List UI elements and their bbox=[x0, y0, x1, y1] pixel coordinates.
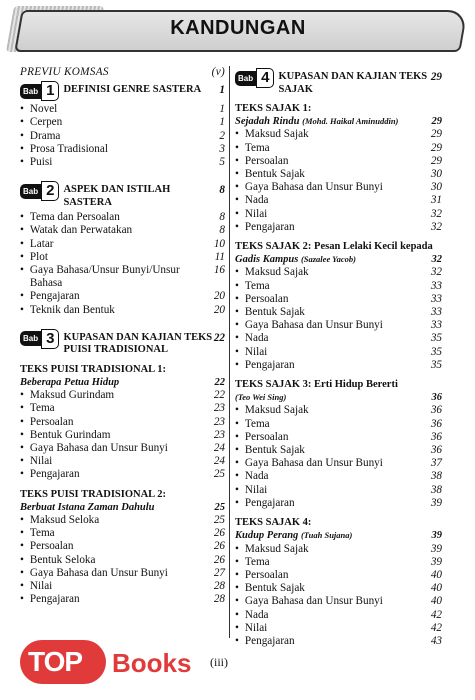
toc-item bbox=[20, 116, 225, 129]
toc-item-page: 37 bbox=[430, 457, 442, 470]
toc-item-page: 32 bbox=[430, 220, 442, 233]
toc-item bbox=[235, 208, 442, 221]
toc-item-page: 23 bbox=[213, 415, 225, 428]
section-subtitle bbox=[235, 391, 442, 404]
toc-item-page: 2 bbox=[219, 129, 225, 142]
topbooks-logo bbox=[20, 640, 200, 684]
toc-item bbox=[20, 238, 225, 251]
toc-item bbox=[20, 251, 225, 264]
toc-item-page: 3 bbox=[219, 142, 225, 155]
chapter-page: 29 bbox=[430, 71, 442, 83]
toc-item-label: • Tema bbox=[29, 527, 55, 540]
toc-item bbox=[235, 622, 442, 635]
toc-item-page: 23 bbox=[213, 402, 225, 415]
toc-item-label: • Latar bbox=[29, 237, 54, 250]
chapter-heading bbox=[20, 329, 225, 357]
left-column bbox=[20, 66, 225, 607]
toc-item-label: • Nilai bbox=[29, 580, 53, 593]
toc-item-page: 33 bbox=[430, 292, 442, 305]
toc-item bbox=[20, 416, 225, 429]
toc-item-label: • Nada bbox=[244, 608, 269, 621]
toc-item bbox=[20, 580, 225, 593]
toc-item-page: 16 bbox=[213, 264, 225, 277]
toc-item-page: 26 bbox=[213, 540, 225, 553]
toc-item bbox=[20, 264, 225, 290]
chapter-badge bbox=[20, 81, 59, 101]
toc-item-page: 26 bbox=[213, 527, 225, 540]
toc-item-label: • Pengajaran bbox=[244, 634, 295, 647]
toc-item bbox=[235, 484, 442, 497]
toc-item bbox=[20, 103, 225, 116]
chapter-title: ASPEK DAN ISTILAH SASTERA bbox=[63, 184, 171, 208]
toc-item-label: • Persoalan bbox=[29, 540, 74, 553]
toc-item-label: • Nilai bbox=[244, 483, 268, 496]
section-heading: TEKS SAJAK 1: bbox=[235, 103, 312, 114]
toc-item-label: • Pengajaran bbox=[29, 468, 80, 481]
toc-item bbox=[235, 595, 442, 608]
toc-item-page: 38 bbox=[430, 470, 442, 483]
subtitle-name: Beberapa Petua Hidup bbox=[20, 377, 120, 389]
subtitle-author: (Sazalee Yacob) bbox=[300, 254, 356, 265]
toc-item-page: 33 bbox=[430, 306, 442, 319]
section-heading: TEKS SAJAK 3: Erti Hidup Bererti bbox=[235, 379, 398, 391]
toc-item bbox=[20, 468, 225, 481]
toc-item-label: • Puisi bbox=[29, 156, 53, 169]
toc-item-label: • Bentuk Sajak bbox=[244, 168, 305, 181]
toc-item-label: • Nada bbox=[244, 332, 269, 345]
toc-item-page: 42 bbox=[430, 608, 442, 621]
toc-item-label: • Persoalan bbox=[29, 415, 74, 428]
toc-item bbox=[235, 142, 442, 155]
toc-item bbox=[235, 319, 442, 332]
toc-item-label: • Persoalan bbox=[244, 568, 289, 581]
toc-item-label: • Cerpen bbox=[29, 116, 63, 129]
toc-item-page: 22 bbox=[213, 389, 225, 402]
toc-item-label: • Maksud Seloka bbox=[29, 514, 100, 527]
toc-item bbox=[20, 442, 225, 455]
left-toc-list bbox=[20, 81, 225, 606]
toc-item bbox=[235, 293, 442, 306]
toc-item bbox=[235, 346, 442, 359]
section-heading: TEKS SAJAK 4: bbox=[235, 517, 312, 529]
toc-item-label: • Maksud Sajak bbox=[244, 404, 309, 417]
toc-item bbox=[235, 128, 442, 141]
toc-item-label: • Plot bbox=[29, 250, 48, 263]
toc-item bbox=[235, 221, 442, 234]
section-heading: TEKS PUISI TRADISIONAL 1: bbox=[20, 363, 166, 375]
toc-item-page: 36 bbox=[430, 417, 442, 430]
toc-item bbox=[20, 211, 225, 224]
subtitle-page: 25 bbox=[214, 501, 225, 513]
toc-item-label: • Nilai bbox=[244, 345, 268, 358]
chapter-heading bbox=[20, 181, 225, 209]
toc-item-label: • Tema dan Persoalan bbox=[29, 211, 120, 224]
preview-row bbox=[20, 66, 225, 79]
subtitle-page: 29 bbox=[431, 116, 442, 128]
toc-item bbox=[235, 569, 442, 582]
toc-item-label: • Gaya Bahasa dan Unsur Bunyi bbox=[244, 595, 383, 608]
toc-item bbox=[20, 554, 225, 567]
toc-item-page: 24 bbox=[213, 442, 225, 455]
subtitle-author: (Tuah Sujana) bbox=[300, 530, 353, 541]
toc-item bbox=[235, 306, 442, 319]
subtitle-page: 36 bbox=[431, 392, 442, 404]
toc-item-page: 40 bbox=[430, 595, 442, 608]
toc-item-label: • Pengajaran bbox=[244, 496, 295, 509]
chapter-number: 4 bbox=[256, 68, 274, 88]
toc-item-label: • Bentuk Gurindam bbox=[29, 428, 111, 441]
toc-item-label: • Persoalan bbox=[244, 292, 289, 305]
toc-item bbox=[235, 457, 442, 470]
toc-item bbox=[20, 389, 225, 402]
toc-item-page: 28 bbox=[213, 580, 225, 593]
toc-item bbox=[20, 540, 225, 553]
toc-item-label: • Nilai bbox=[29, 455, 53, 468]
toc-item-label: • Pengajaran bbox=[29, 593, 80, 606]
toc-item-label: • Novel bbox=[29, 103, 58, 116]
toc-item bbox=[20, 304, 225, 317]
toc-item-label: • Bentuk Sajak bbox=[244, 582, 305, 595]
chapter-badge bbox=[20, 181, 59, 201]
toc-item-page: 36 bbox=[430, 404, 442, 417]
section-subtitle-text bbox=[235, 391, 286, 404]
toc-item-label: • Gaya Bahasa dan Unsur Bunyi bbox=[29, 566, 168, 579]
toc-item bbox=[20, 567, 225, 580]
toc-item bbox=[20, 143, 225, 156]
toc-item bbox=[235, 168, 442, 181]
chapter-number: 3 bbox=[41, 329, 59, 349]
toc-item bbox=[235, 543, 442, 556]
section-subtitle bbox=[20, 376, 225, 389]
column-divider bbox=[229, 66, 230, 638]
toc-item-page: 11 bbox=[214, 250, 225, 263]
toc-item-page: 30 bbox=[430, 181, 442, 194]
contents-header bbox=[8, 6, 468, 56]
toc-item-label: • Bentuk Seloka bbox=[29, 553, 96, 566]
toc-item bbox=[20, 224, 225, 237]
section-heading: TEKS PUISI TRADISIONAL 2: bbox=[20, 488, 166, 500]
toc-item bbox=[235, 556, 442, 569]
chapter-badge bbox=[20, 329, 59, 349]
toc-item-label: • Pengajaran bbox=[244, 220, 295, 233]
page-number: (iii) bbox=[210, 655, 228, 669]
subtitle-page: 22 bbox=[214, 377, 225, 389]
chapter-title: KUPASAN DAN KAJIAN TEKS PUISI TRADISIONAL bbox=[63, 331, 213, 356]
toc-item-page: 38 bbox=[430, 483, 442, 496]
section-subtitle bbox=[235, 253, 442, 266]
toc-item-page: 26 bbox=[213, 553, 225, 566]
toc-item-page: 5 bbox=[219, 156, 225, 169]
toc-item-page: 36 bbox=[430, 444, 442, 457]
section-subtitle bbox=[235, 529, 442, 542]
toc-item-page: 20 bbox=[213, 290, 225, 303]
toc-item-page: 39 bbox=[430, 542, 442, 555]
toc-item bbox=[235, 418, 442, 431]
toc-item-label: • Nilai bbox=[244, 207, 268, 220]
toc-item-label: • Drama bbox=[29, 129, 61, 142]
toc-item-label: • Nilai bbox=[244, 621, 268, 634]
section-subtitle-text bbox=[235, 529, 352, 542]
chapter-title: KUPASAN DAN KAJIAN TEKS SAJAK bbox=[278, 71, 428, 95]
toc-item-label: • Persoalan bbox=[244, 154, 289, 167]
toc-item-page: 23 bbox=[213, 428, 225, 441]
toc-item-page: 1 bbox=[219, 116, 225, 129]
section-subtitle-text bbox=[235, 253, 356, 266]
toc-item-page: 32 bbox=[430, 207, 442, 220]
toc-item-page: 29 bbox=[430, 128, 442, 141]
toc-item bbox=[20, 290, 225, 303]
toc-item-label: • Bentuk Sajak bbox=[244, 306, 305, 319]
toc-item-page: 28 bbox=[213, 593, 225, 606]
toc-item-page: 39 bbox=[430, 555, 442, 568]
right-column bbox=[235, 66, 442, 648]
toc-item-page: 33 bbox=[430, 319, 442, 332]
toc-item-page: 10 bbox=[213, 237, 225, 250]
toc-item-label: • Pengajaran bbox=[29, 290, 80, 303]
toc-item-page: 40 bbox=[430, 568, 442, 581]
toc-item bbox=[20, 130, 225, 143]
toc-item-page: 30 bbox=[430, 168, 442, 181]
subtitle-name: Sejadah Rindu bbox=[235, 116, 300, 128]
section-subtitle bbox=[235, 115, 442, 128]
toc-item bbox=[235, 609, 442, 622]
toc-item-page: 1 bbox=[219, 103, 225, 116]
toc-item bbox=[235, 444, 442, 457]
toc-item-label: • Maksud Gurindam bbox=[29, 389, 115, 402]
chapter-badge bbox=[235, 68, 274, 88]
chapter-bab-label: Bab bbox=[235, 71, 256, 86]
toc-item-label: • Watak dan Perwatakan bbox=[29, 224, 133, 237]
logo-books-text: Books bbox=[112, 648, 192, 678]
toc-item-label: • Prosa Tradisional bbox=[29, 142, 108, 155]
toc-item-label: • Tema bbox=[244, 279, 270, 292]
toc-item-page: 36 bbox=[430, 430, 442, 443]
section-subtitle-text bbox=[20, 376, 119, 389]
toc-item-page: 43 bbox=[430, 634, 442, 647]
toc-item bbox=[20, 402, 225, 415]
toc-item-label: • Maksud Sajak bbox=[244, 266, 309, 279]
toc-item bbox=[235, 635, 442, 648]
chapter-number: 2 bbox=[41, 181, 59, 201]
toc-item-label: • Nada bbox=[244, 194, 269, 207]
chapter-bab-label: Bab bbox=[20, 331, 41, 346]
toc-item-page: 42 bbox=[430, 621, 442, 634]
toc-item bbox=[235, 181, 442, 194]
toc-item-page: 32 bbox=[430, 266, 442, 279]
subtitle-name: Kudup Perang bbox=[235, 530, 299, 542]
preview-page: (v) bbox=[211, 66, 225, 78]
toc-item bbox=[235, 404, 442, 417]
subtitle-author: (Teo Wei Sing) bbox=[235, 392, 287, 403]
toc-item bbox=[235, 332, 442, 345]
toc-item bbox=[235, 582, 442, 595]
subtitle-name: Berbuat Istana Zaman Dahulu bbox=[20, 501, 155, 513]
toc-item-label: • Maksud Sajak bbox=[244, 542, 309, 555]
toc-item bbox=[235, 266, 442, 279]
toc-item-label: • Pengajaran bbox=[244, 358, 295, 371]
right-toc-list bbox=[235, 68, 442, 648]
toc-item bbox=[20, 429, 225, 442]
section-subtitle-text bbox=[20, 501, 155, 514]
toc-item bbox=[20, 455, 225, 468]
subtitle-author: (Mohd. Haikal Aminuddin) bbox=[302, 116, 399, 127]
chapter-heading bbox=[20, 81, 225, 101]
toc-item bbox=[20, 156, 225, 169]
toc-item-page: 33 bbox=[430, 279, 442, 292]
chapter-page: 8 bbox=[219, 184, 225, 197]
toc-item-label: • Gaya Bahasa dan Unsur Bunyi bbox=[244, 319, 383, 332]
toc-item-label: • Tema bbox=[244, 141, 270, 154]
toc-item-label: • Maksud Sajak bbox=[244, 128, 309, 141]
preview-label: PREVIU KOMSAS bbox=[20, 66, 109, 78]
chapter-heading bbox=[235, 68, 442, 96]
toc-item-label: • Tema bbox=[244, 417, 270, 430]
toc-item bbox=[235, 155, 442, 168]
toc-item-label: • Gaya Bahasa dan Unsur Bunyi bbox=[244, 181, 383, 194]
toc-item bbox=[20, 527, 225, 540]
toc-item bbox=[235, 359, 442, 372]
chapter-bab-label: Bab bbox=[20, 184, 41, 199]
toc-item-label: • Tema bbox=[244, 555, 270, 568]
toc-item-page: 35 bbox=[430, 358, 442, 371]
toc-item-label: • Gaya Bahasa/Unsur Bunyi/Unsur Bahasa bbox=[29, 264, 180, 290]
toc-item-page: 25 bbox=[213, 468, 225, 481]
toc-item-label: • Teknik dan Bentuk bbox=[29, 303, 115, 316]
toc-item-page: 8 bbox=[219, 224, 225, 237]
toc-item-label: • Persoalan bbox=[244, 430, 289, 443]
toc-item-page: 20 bbox=[213, 303, 225, 316]
toc-item bbox=[20, 593, 225, 606]
toc-item-label: • Gaya Bahasa dan Unsur Bunyi bbox=[244, 457, 383, 470]
toc-item-page: 39 bbox=[430, 496, 442, 509]
chapter-number: 1 bbox=[41, 81, 59, 101]
toc-item-page: 35 bbox=[430, 345, 442, 358]
subtitle-page: 32 bbox=[431, 254, 442, 266]
toc-item-page: 31 bbox=[430, 194, 442, 207]
toc-item-page: 40 bbox=[430, 582, 442, 595]
section-subtitle bbox=[20, 501, 225, 514]
chapter-bab-label: Bab bbox=[20, 84, 41, 99]
toc-item-label: • Gaya Bahasa dan Unsur Bunyi bbox=[29, 442, 168, 455]
toc-item-page: 35 bbox=[430, 332, 442, 345]
section-subtitle-text bbox=[235, 115, 398, 128]
chapter-page: 1 bbox=[219, 84, 225, 97]
toc-item bbox=[235, 431, 442, 444]
toc-item bbox=[235, 194, 442, 207]
subtitle-page: 39 bbox=[431, 530, 442, 542]
toc-item-page: 27 bbox=[213, 566, 225, 579]
toc-item-page: 24 bbox=[213, 455, 225, 468]
toc-item-label: • Bentuk Sajak bbox=[244, 444, 305, 457]
logo-top-text: TOP bbox=[28, 646, 83, 677]
toc-item bbox=[235, 470, 442, 483]
toc-item bbox=[235, 497, 442, 510]
subtitle-name: Gadis Kampus bbox=[235, 254, 299, 266]
section-heading: TEKS SAJAK 2: Pesan Lelaki Kecil kepada bbox=[235, 241, 433, 253]
toc-item-page: 8 bbox=[219, 211, 225, 224]
toc-item bbox=[20, 514, 225, 527]
toc-item-label: • Tema bbox=[29, 402, 55, 415]
toc-item-page: 29 bbox=[430, 154, 442, 167]
toc-item-label: • Nada bbox=[244, 470, 269, 483]
chapter-page: 22 bbox=[213, 331, 225, 344]
toc-item bbox=[235, 280, 442, 293]
chapter-title: DEFINISI GENRE SASTERA bbox=[63, 84, 202, 96]
toc-item-page: 29 bbox=[430, 141, 442, 154]
page-title: KANDUNGAN bbox=[170, 17, 306, 39]
toc-item-page: 25 bbox=[213, 514, 225, 527]
